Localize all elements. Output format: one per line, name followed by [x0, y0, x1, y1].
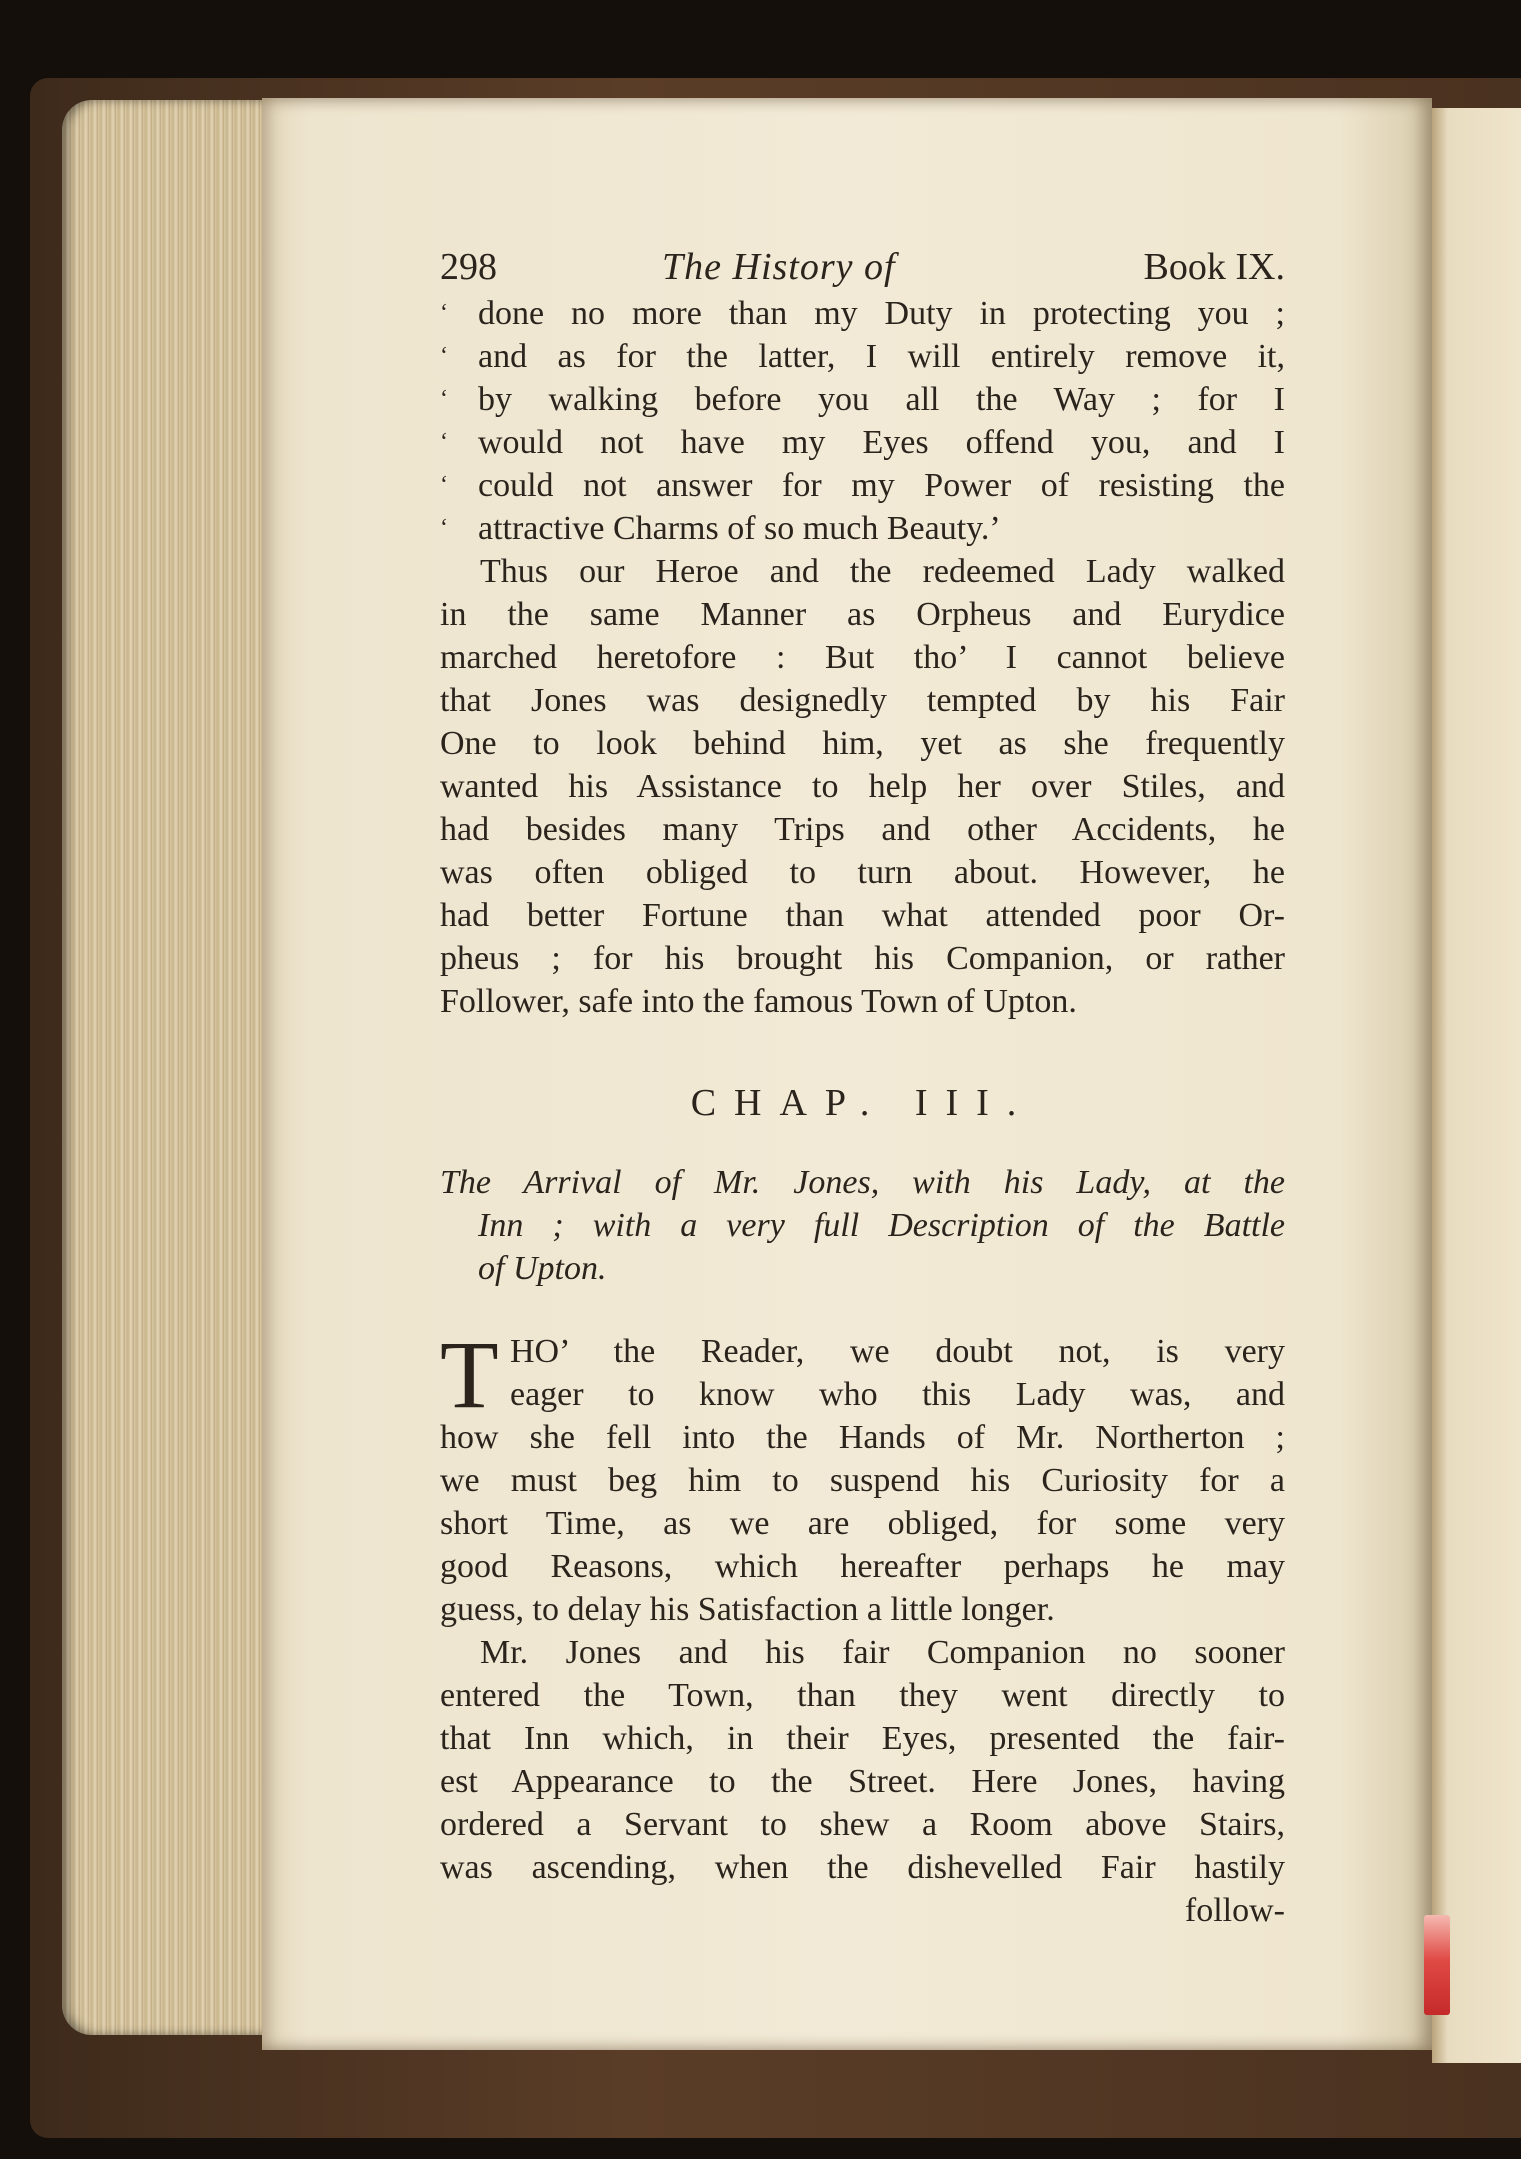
text-line: had besides many Trips and other Accidents, he: [440, 811, 1285, 848]
paragraph: [440, 1321, 1285, 1631]
text-line: that Jones was designedly tempted by his Fair: [440, 682, 1285, 719]
text-line: guess, to delay his Satisfaction a little longer.: [440, 1591, 1055, 1628]
text-line: est Appearance to the Street. Here Jones, having: [440, 1763, 1285, 1800]
chapter-heading: CHAP. III.: [690, 1082, 1035, 1124]
text-line: ‘ would not have my Eyes offend you, and I: [440, 424, 1285, 461]
text-line: ordered a Servant to shew a Room above Stairs,: [440, 1806, 1285, 1843]
text-line: in the same Manner as Orpheus and Eurydice: [440, 596, 1285, 633]
text-line: Thus our Heroe and the redeemed Lady walked: [480, 553, 1285, 590]
page-edges: [62, 100, 288, 2035]
text-line: that Inn which, in their Eyes, presented the fair-: [440, 1720, 1285, 1757]
text-line: ‘ attractive Charms of so much Beauty.’: [440, 510, 1001, 547]
text-line: good Reasons, which hereafter perhaps he may: [440, 1548, 1285, 1585]
summary-line: Inn ; with a very full Description of the Battle: [478, 1207, 1285, 1244]
text-line: ‘ and as for the latter, I will entirely remove it,: [440, 338, 1285, 375]
text-line: marched heretofore : But tho’ I cannot believe: [440, 639, 1285, 676]
text-line: was ascending, when the dishevelled Fair hastily: [440, 1849, 1285, 1886]
text-line: short Time, as we are obliged, for some very: [440, 1505, 1285, 1542]
page-text: [440, 242, 1285, 1932]
text-line: wanted his Assistance to help her over Stiles, and: [440, 768, 1285, 805]
text-line: One to look behind him, yet as she frequently: [440, 725, 1285, 762]
text-line: ‘ could not answer for my Power of resisting the: [440, 467, 1285, 504]
ribbon-bookmark[interactable]: [1424, 1915, 1450, 2015]
facing-page-edge: [1432, 108, 1521, 2063]
text-line: ‘ by walking before you all the Way ; for I: [440, 381, 1285, 418]
summary-line: of Upton.: [478, 1250, 607, 1287]
text-line: Follower, safe into the famous Town of Upton.: [440, 983, 1077, 1020]
text-line: had better Fortune than what attended poor Or-: [440, 897, 1285, 934]
text-line: entered the Town, than they went directly to: [440, 1677, 1285, 1714]
text-line: Mr. Jones and his fair Companion no sooner: [480, 1634, 1285, 1671]
paragraph: [440, 550, 1285, 1023]
text-line: was often obliged to turn about. However, he: [440, 854, 1285, 891]
quotation: [440, 292, 1285, 550]
page-number: 298: [440, 246, 497, 288]
book-label: Book IX.: [1143, 246, 1285, 288]
chapter-summary: [440, 1161, 1285, 1290]
paragraph: [440, 1631, 1285, 1889]
text-line: eager to know who this Lady was, and: [510, 1376, 1285, 1413]
running-title: The History of: [662, 246, 896, 288]
text-line: HO’ the Reader, we doubt not, is very: [510, 1333, 1285, 1370]
catchword: follow-: [1184, 1892, 1285, 1929]
running-header: [440, 242, 1285, 292]
text-line: pheus ; for his brought his Companion, or rather: [440, 940, 1285, 977]
summary-line: The Arrival of Mr. Jones, with his Lady, at the: [440, 1164, 1285, 1201]
text-line: ‘ done no more than my Duty in protecting you ;: [440, 295, 1285, 332]
text-line: how she fell into the Hands of Mr. Northerton ;: [440, 1419, 1285, 1456]
drop-cap: T: [440, 1321, 499, 1428]
text-line: we must beg him to suspend his Curiosity for a: [440, 1462, 1285, 1499]
